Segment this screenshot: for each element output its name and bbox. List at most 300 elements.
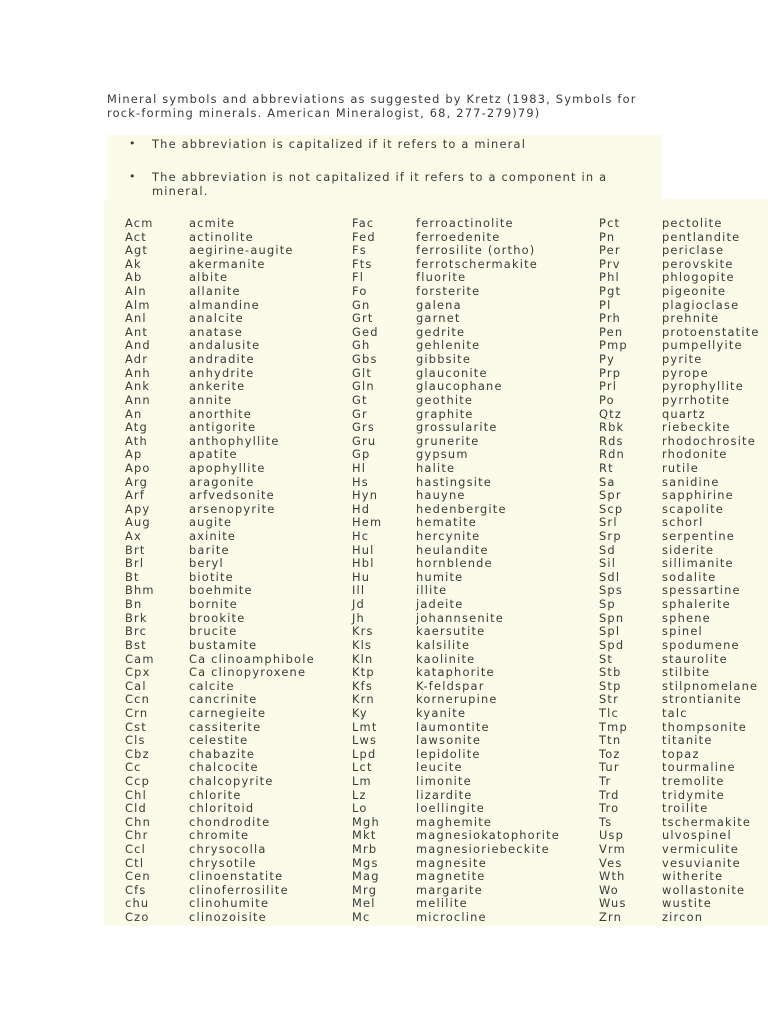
mineral-name: cassiterite [189,719,262,734]
mineral-name: kaolinite [416,651,476,666]
mineral-abbreviation: Hul [352,542,375,557]
mineral-name: siderite [662,542,715,557]
mineral-name: hauyne [416,488,466,503]
mineral-name: heulandite [416,542,489,557]
mineral-name: annite [189,392,233,407]
mineral-name: arfvedsonite [189,488,275,503]
mineral-abbreviation: Rt [599,460,614,475]
mineral-abbreviation: Cpx [125,665,151,680]
mineral-abbreviation: Fo [352,284,368,299]
mineral-name: chabazite [189,746,256,761]
mineral-abbreviation: Cam [125,651,155,666]
mineral-abbreviation: Brk [125,610,148,625]
mineral-name: titanite [662,733,713,748]
mineral-name: sillimanite [662,556,734,571]
mineral-abbreviation: Lmt [352,719,378,734]
mineral-abbreviation: Ktp [352,665,375,680]
mineral-abbreviation: Glt [352,365,373,380]
mineral-abbreviation: Pl [599,297,612,312]
mineral-abbreviation: Gru [352,433,377,448]
mineral-abbreviation: Mgs [352,855,379,870]
mineral-abbreviation: Wo [599,882,619,897]
mineral-abbreviation: Acm [125,216,154,230]
mineral-abbreviation: Prv [599,256,621,271]
mineral-abbreviation: Apy [125,501,151,516]
mineral-name: ferroedenite [416,229,501,244]
mineral-name: johannsenite [416,610,504,625]
mineral-name: antigorite [189,420,257,435]
mineral-name: vesuvianite [662,855,741,870]
mineral-abbreviation: Kls [352,637,373,652]
mineral-abbreviation: Sa [599,474,616,489]
mineral-name: tourmaline [662,760,736,775]
mineral-abbreviation: Gbs [352,352,378,367]
mineral-name: geothite [416,392,474,407]
mineral-abbreviation: Aug [125,515,151,530]
mineral-name: sapphirine [662,488,734,503]
mineral-name: albite [189,270,229,285]
mineral-abbreviation: Mel [352,896,376,911]
mineral-abbreviation: Trd [599,787,620,802]
mineral-abbreviation: Mgh [352,814,380,829]
mineral-name: acmite [189,216,236,230]
mineral-name: magnesite [416,855,487,870]
mineral-name: protoenstatite [662,324,760,339]
mineral-name: tschermakite [662,814,752,829]
mineral-abbreviation: Brt [125,542,146,557]
mineral-abbreviation: Ill [352,583,366,598]
mineral-name: anthophyllite [189,433,280,448]
mineral-abbreviation: Sd [599,542,616,557]
mineral-abbreviation: Usp [599,828,625,843]
note-text: • The abbreviation is capitalized if it refers to a mineral [152,137,527,151]
mineral-name: bustamite [189,637,258,652]
mineral-name: vermiculite [662,842,739,857]
mineral-name: axinite [189,529,237,544]
mineral-abbreviation: Rbk [599,420,625,435]
mineral-abbreviation: Ap [125,447,143,462]
mineral-name: spinel [662,624,703,639]
mineral-name: halite [416,460,456,475]
mineral-name: leucite [416,760,463,775]
mineral-name: aegirine-augite [189,243,294,258]
mineral-abbreviation: Chl [125,787,147,802]
mineral-abbreviation: Grs [352,420,376,435]
mineral-name: lizardite [416,787,473,802]
mineral-abbreviation: Spl [599,624,621,639]
mineral-abbreviation: An [125,406,143,421]
note-text: mineral. [152,184,209,198]
mineral-abbreviation: Gh [352,338,371,353]
mineral-abbreviation: Bt [125,569,140,584]
mineral-name: apophyllite [189,460,266,475]
mineral-abbreviation: Brl [125,556,145,571]
mineral-name: ulvospinel [662,828,732,843]
mineral-name: wollastonite [662,882,746,897]
mineral-name: rutile [662,460,699,475]
mineral-abbreviation: Ves [599,855,623,870]
mineral-abbreviation: Scp [599,501,624,516]
mineral-abbreviation: Arg [125,474,149,489]
mineral-name: calcite [189,678,235,693]
note-bullet-not-capitalized [152,170,622,198]
mineral-name: kalsilite [416,637,471,652]
mineral-abbreviation: Anl [125,311,147,326]
mineral-name: tridymite [662,787,725,802]
mineral-abbreviation: Gt [352,392,368,407]
mineral-abbreviation: Ccl [125,842,146,857]
intro-line: Mineral symbols and abbreviations as suggested by Kretz (1983, Symbols for [107,92,637,106]
mineral-name: hematite [416,515,478,530]
mineral-abbreviation: Spr [599,488,622,503]
mineral-name: wustite [662,896,712,911]
mineral-abbreviation: Tur [599,760,620,775]
mineral-name: arsenopyrite [189,501,276,516]
mineral-name: ferroactinolite [416,216,514,230]
mineral-abbreviation: Vrm [599,842,626,857]
mineral-abbreviation: Ant [125,324,149,339]
mineral-abbreviation: Sdl [599,569,621,584]
mineral-name: stilbite [662,665,711,680]
mineral-abbreviation: Act [125,229,147,244]
mineral-abbreviation: Ann [125,392,151,407]
mineral-name: clinohumite [189,896,270,911]
mineral-abbreviation: Kfs [352,678,374,693]
mineral-name: chondrodite [189,814,271,829]
mineral-abbreviation: Pn [599,229,616,244]
mineral-name: chromite [189,828,250,843]
mineral-name: maghemite [416,814,493,829]
mineral-abbreviation: Bn [125,597,143,612]
mineral-abbreviation: Ts [599,814,613,829]
mineral-name: pectolite [662,216,723,230]
mineral-name: magnetite [416,869,486,884]
mineral-abbreviation: Cld [125,801,147,816]
mineral-name: beryl [189,556,224,571]
mineral-name: grunerite [416,433,480,448]
mineral-name: boehmite [189,583,253,598]
mineral-name: tremolite [662,773,725,788]
mineral-abbreviation: Ax [125,529,142,544]
mineral-name: glaucophane [416,379,503,394]
mineral-name: actinolite [189,229,254,244]
mineral-abbreviation: Bst [125,637,147,652]
mineral-abbreviation: Tmp [599,719,628,734]
mineral-abbreviation: Cfs [125,882,147,897]
mineral-abbreviation: Jh [352,610,365,625]
mineral-abbreviation: Rds [599,433,624,448]
mineral-abbreviation: Gln [352,379,375,394]
mineral-name: forsterite [416,284,481,299]
mineral-abbreviation: Pmp [599,338,628,353]
mineral-name: anorthite [189,406,252,421]
mineral-name: gibbsite [416,352,472,367]
mineral-abbreviation: Grt [352,311,374,326]
mineral-abbreviation: Bhm [125,583,155,598]
mineral-abbreviation: Krs [352,624,374,639]
mineral-name: sphalerite [662,597,731,612]
mineral-abbreviation: Hu [352,569,371,584]
mineral-name: pigeonite [662,284,727,299]
mineral-abbreviation: Gr [352,406,368,421]
mineral-abbreviation: Tr [599,773,612,788]
mineral-name: lepidolite [416,746,481,761]
mineral-name: gypsum [416,447,469,462]
mineral-abbreviation: Sil [599,556,617,571]
mineral-name: analcite [189,311,244,326]
mineral-name: perovskite [662,256,734,271]
mineral-abbreviation: Fed [352,229,376,244]
mineral-abbreviation: Agt [125,243,149,258]
mineral-abbreviation: Jd [352,597,365,612]
mineral-name: gedrite [416,324,466,339]
mineral-abbreviation: Czo [125,910,150,925]
intro-line: rock-forming minerals. American Mineralogist, 68, 277-279)79) [107,106,541,120]
mineral-abbreviation: Prh [599,311,621,326]
intro-paragraph [107,92,667,120]
mineral-abbreviation: Anh [125,365,151,380]
mineral-abbreviation: Hbl [352,556,375,571]
mineral-name: pyrite [662,352,703,367]
mineral-abbreviation: Cal [125,678,147,693]
mineral-name: pyrope [662,365,709,380]
mineral-abbreviation: Lo [352,801,368,816]
mineral-name: gehlenite [416,338,481,353]
mineral-name: galena [416,297,462,312]
mineral-abbreviation: Stp [599,678,622,693]
mineral-name: pyrrhotite [662,392,731,407]
mineral-name: phlogopite [662,270,735,285]
mineral-name: clinoferrosilite [189,882,289,897]
mineral-name: schorl [662,515,704,530]
mineral-name: loellingite [416,801,485,816]
mineral-name: pentlandite [662,229,741,244]
mineral-name: staurolite [662,651,728,666]
mineral-abbreviation: Tro [599,801,620,816]
mineral-name: microcline [416,910,487,925]
mineral-name: sodalite [662,569,717,584]
mineral-abbreviation: Ab [125,270,143,285]
mineral-name: witherite [662,869,724,884]
mineral-name: pyrophyllite [662,379,744,394]
mineral-name: pumpellyite [662,338,743,353]
mineral-abbreviation: Qtz [599,406,623,421]
mineral-abbreviation: Per [599,243,621,258]
mineral-name: chalcocite [189,760,259,775]
mineral-name: hornblende [416,556,493,571]
mineral-name: ankerite [189,379,246,394]
mineral-abbreviation: Prp [599,365,622,380]
mineral-name: kyanite [416,705,467,720]
mineral-abbreviation: Hd [352,501,371,516]
mineral-name: hercynite [416,529,481,544]
mineral-abbreviation: Tlc [599,705,619,720]
mineral-name: clinozoisite [189,910,267,925]
mineral-abbreviation: Mrg [352,882,378,897]
mineral-abbreviation: Hl [352,460,367,475]
notes-box [107,135,662,199]
mineral-abbreviation: Lct [352,760,373,775]
mineral-abbreviation: Zrn [599,910,623,925]
mineral-name: ferrosilite (ortho) [416,243,536,258]
mineral-abbreviation: And [125,338,151,353]
mineral-abbreviation: Phl [599,270,620,285]
mineral-abbreviation: Fs [352,243,367,258]
mineral-abbreviation: Wth [599,869,626,884]
mineral-abbreviation: Pgt [599,284,622,299]
mineral-name: periclase [662,243,725,258]
mineral-name: clinoenstatite [189,869,284,884]
mineral-name: stilpnomelane [662,678,759,693]
mineral-name: hedenbergite [416,501,507,516]
mineral-abbreviation: Fl [352,270,365,285]
mineral-name: magnesiokatophorite [416,828,560,843]
mineral-abbreviation: Mc [352,910,371,925]
mineral-name: spodumene [662,637,740,652]
mineral-name: spessartine [662,583,741,598]
mineral-name: plagioclase [662,297,740,312]
mineral-name: Ca clinopyroxene [189,665,307,680]
mineral-abbreviation: Ak [125,256,142,271]
mineral-name: brucite [189,624,238,639]
mineral-abbreviation: Toz [599,746,621,761]
mineral-name: glauconite [416,365,488,380]
mineral-abbreviation: Cen [125,869,151,884]
mineral-name: graphite [416,406,474,421]
mineral-name: apatite [189,447,238,462]
mineral-name: grossularite [416,420,498,435]
mineral-abbreviation: Spn [599,610,625,625]
mineral-abbreviation: Str [599,692,619,707]
mineral-name: barite [189,542,230,557]
mineral-abbreviation: Pct [599,216,621,230]
mineral-abbreviation: Brc [125,624,148,639]
mineral-name: riebeckite [662,420,731,435]
mineral-name: hastingsite [416,474,492,489]
mineral-abbreviation: Ank [125,379,151,394]
mineral-abbreviation: Cst [125,719,147,734]
mineral-name: augite [189,515,233,530]
mineral-name: melilite [416,896,468,911]
mineral-name: kataphorite [416,665,495,680]
mineral-name: topaz [662,746,700,761]
mineral-abbreviation: Py [599,352,616,367]
mineral-name: humite [416,569,464,584]
mineral-name: kaersutite [416,624,486,639]
mineral-name: biotite [189,569,234,584]
mineral-abbreviation: Fts [352,256,373,271]
mineral-name: andradite [189,352,255,367]
mineral-name: limonite [416,773,472,788]
mineral-name: Ca clinoamphibole [189,651,315,666]
mineral-abbreviation: Cls [125,733,146,748]
mineral-name: illite [416,583,448,598]
mineral-name: strontianite [662,692,742,707]
mineral-abbreviation: Chn [125,814,151,829]
note-text: • The abbreviation is not capitalized if it refers to a component in a [152,170,608,184]
mineral-name: magnesioriebeckite [416,842,550,857]
mineral-name: prehnite [662,311,720,326]
mineral-abbreviation: Hem [352,515,383,530]
mineral-abbreviation: Ctl [125,855,145,870]
mineral-name: chrysocolla [189,842,267,857]
mineral-abbreviation: Hyn [352,488,379,503]
mineral-name: allanite [189,284,241,299]
mineral-abbreviation: Wus [599,896,627,911]
mineral-abbreviation: Lm [352,773,372,788]
mineral-abbreviation: Mag [352,869,380,884]
mineral-abbreviation: Srp [599,529,622,544]
mineral-abbreviation: Chr [125,828,149,843]
mineral-name: brookite [189,610,246,625]
mineral-abbreviation: Aln [125,284,147,299]
mineral-name: sanidine [662,474,720,489]
mineral-name: almandine [189,297,260,312]
mineral-name: margarite [416,882,483,897]
mineral-name: kornerupine [416,692,498,707]
mineral-abbreviation: Prl [599,379,618,394]
mineral-name: carnegieite [189,705,267,720]
mineral-abbreviation: Ath [125,433,148,448]
mineral-abbreviation: Ccp [125,773,151,788]
mineral-abbreviation: Mkt [352,828,377,843]
mineral-name: thompsonite [662,719,747,734]
mineral-name: scapolite [662,501,724,516]
mineral-name: talc [662,705,688,720]
mineral-abbreviation: Lpd [352,746,377,761]
mineral-abbreviation: Atg [125,420,148,435]
mineral-name: quartz [662,406,706,421]
mineral-abbreviation: Kln [352,651,374,666]
mineral-abbreviation: Cbz [125,746,150,761]
mineral-abbreviation: Mrb [352,842,378,857]
mineral-abbreviation: Ky [352,705,368,720]
mineral-abbreviation: St [599,651,614,666]
mineral-abbreviation: Apo [125,460,151,475]
mineral-abbreviation: Ttn [599,733,622,748]
mineral-abbreviation: Fac [352,216,375,230]
mineral-abbreviation: chu [125,896,150,911]
mineral-abbreviation: Krn [352,692,375,707]
mineral-abbreviation: Pen [599,324,624,339]
mineral-name: fluorite [416,270,467,285]
mineral-name: anhydrite [189,365,255,380]
note-bullet-capitalized [152,137,622,151]
mineral-name: ferrotschermakite [416,256,538,271]
mineral-name: garnet [416,311,461,326]
mineral-abbreviation: Po [599,392,615,407]
mineral-abbreviation: Sp [599,597,616,612]
mineral-name: jadeite [416,597,464,612]
mineral-name: bornite [189,597,238,612]
mineral-abbreviation: Ccn [125,692,151,707]
mineral-abbreviation: Stb [599,665,622,680]
mineral-name: troilite [662,801,709,816]
mineral-name: K-feldspar [416,678,485,693]
mineral-abbreviation: Sps [599,583,623,598]
mineral-name: chlorite [189,787,242,802]
mineral-name: akermanite [189,256,266,271]
mineral-abbreviation: Alm [125,297,151,312]
mineral-name: cancrinite [189,692,258,707]
mineral-name: rhodochrosite [662,433,756,448]
mineral-name: anatase [189,324,243,339]
mineral-name: celestite [189,733,249,748]
mineral-abbreviation: Hs [352,474,369,489]
mineral-abbreviation: Adr [125,352,149,367]
mineral-name: andalusite [189,338,261,353]
mineral-abbreviation: Gn [352,297,371,312]
